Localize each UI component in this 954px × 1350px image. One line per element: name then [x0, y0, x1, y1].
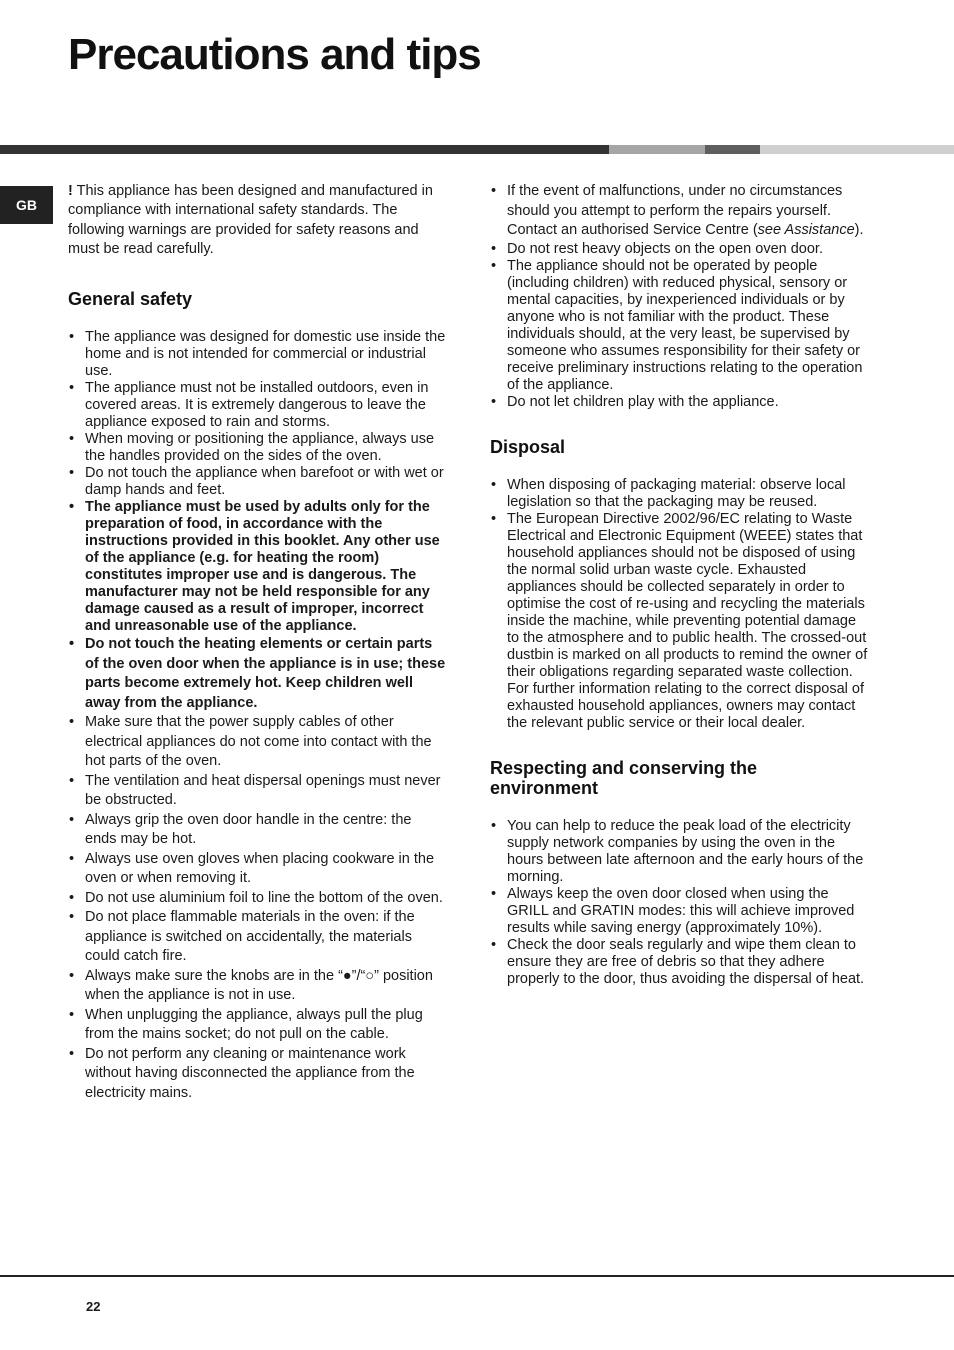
list-item: • Do not touch the appliance when barefoot or with wet or damp hands and feet.	[68, 465, 446, 499]
list-item: • Always use oven gloves when placing cookware in the oven or when removing it.	[68, 850, 446, 889]
header-rule-dark	[0, 145, 609, 154]
page-title: Precautions and tips	[68, 30, 481, 79]
warning-mark: !	[68, 183, 73, 199]
list-item: • When unplugging the appliance, always pull the plug from the mains socket; do not pull on the cable.	[68, 1006, 446, 1045]
list-item: • Always keep the oven door closed when using the GRILL and GRATIN modes: this will achieve improved results while saving energy (approximately 10%).	[490, 886, 868, 937]
list-item-text: If the event of malfunctions, under no circumstances should you attempt to perform the repairs yourself. Contact an authorised Service Centre (	[507, 183, 843, 238]
assistance-reference: see Assistance	[757, 222, 855, 238]
list-item: • Do not touch the heating elements or certain parts of the oven door when the appliance is in use; these parts become extremely hot. Keep children well away from the appliance.	[68, 635, 446, 713]
list-item: • Do not use aluminium foil to line the bottom of the oven.	[68, 889, 446, 909]
list-item: • The appliance should not be operated by people (including children) with reduced physical, sensory or mental capacities, by inexperienced individuals or by anyone who is not familiar with the product. These individuals should, at the very least, be supervised by someone who assumes responsibility for their safety or receive preliminary instructions relating to the operation of the appliance.	[490, 258, 868, 394]
environment-list	[490, 818, 868, 988]
list-item: • Always make sure the knobs are in the “●”/“○” position when the appliance is not in use.	[68, 967, 446, 1006]
list-item: • Do not let children play with the appliance.	[490, 394, 868, 411]
list-item-text-end: ).	[854, 222, 864, 238]
list-item: • The appliance must be used by adults only for the preparation of food, in accordance with the instructions provided in this booklet. Any other use of the appliance (e.g. for heating the room) constitutes improper use and is dangerous. The manufacturer may not be held responsible for any damage caused as a result of improper, incorrect and unreasonable use of the appliance.	[68, 499, 446, 635]
list-item: • The appliance must not be installed outdoors, even in covered areas. It is extremely dangerous to leave the appliance exposed to rain and storms.	[68, 380, 446, 431]
list-item: • When moving or positioning the appliance, always use the handles provided on the sides of the oven.	[68, 431, 446, 465]
right-column	[490, 182, 868, 988]
list-item: • Check the door seals regularly and wipe them clean to ensure they are free of debris so that they adhere properly to the door, thus avoiding the dispersal of heat.	[490, 937, 868, 988]
intro-text: This appliance has been designed and manufactured in compliance with international safety standards. The following warnings are provided for safety reasons and must be read carefully.	[68, 183, 433, 257]
list-item: • The ventilation and heat dispersal openings must never be obstructed.	[68, 772, 446, 811]
list-item: • Do not rest heavy objects on the open oven door.	[490, 241, 868, 258]
list-item	[490, 182, 868, 241]
list-item: • Always grip the oven door handle in the centre: the ends may be hot.	[68, 811, 446, 850]
environment-heading: Respecting and conserving the environment	[490, 757, 758, 798]
general-safety-list	[68, 329, 446, 1103]
disposal-list	[490, 477, 868, 732]
page-number: 22	[86, 1299, 101, 1314]
list-item: • The appliance was designed for domestic use inside the home and is not intended for commercial or industrial use.	[68, 329, 446, 380]
left-column	[68, 182, 446, 1103]
list-item: • Do not place flammable materials in the oven: if the appliance is switched on accidentally, the materials could catch fire.	[68, 908, 446, 967]
intro-paragraph	[68, 182, 446, 259]
general-safety-heading: General safety	[68, 289, 193, 310]
disposal-followup: For further information relating to the correct disposal of exhausted household appliances, owners may contact the relevant public service or their local dealer.	[507, 680, 865, 731]
header-rule-mid	[705, 145, 760, 154]
list-item: • You can help to reduce the peak load of the electricity supply network companies by using the oven in the hours between late afternoon and the early hours of the morning.	[490, 818, 868, 886]
language-tab: GB	[0, 186, 53, 224]
disposal-heading: Disposal	[490, 436, 566, 457]
list-item-text: The European Directive 2002/96/EC relating to Waste Electrical and Electronic Equipment (WEEE) states that household appliances should not be disposed of using the normal solid urban waste cycle. Exhausted appliances should be collected separately in order to optimise the cost of re-using and recycling the materials inside the machine, while preventing potential damage to the atmosphere and to public health. The crossed-out dustbin is marked on all products to remind the owner of their obligations regarding separated waste collection.	[507, 510, 868, 680]
list-item: • When disposing of packaging material: observe local legislation so that the packaging may be reused.	[490, 477, 868, 511]
safety-continued-list	[490, 182, 868, 411]
header-rule-light	[609, 145, 705, 154]
list-item: • Do not perform any cleaning or maintenance work without having disconnected the appliance from the electricity mains.	[68, 1045, 446, 1104]
footer-rule	[0, 1275, 954, 1277]
list-item: • Make sure that the power supply cables of other electrical appliances do not come into contact with the hot parts of the oven.	[68, 713, 446, 772]
list-item	[490, 511, 868, 732]
header-rule-pale	[760, 145, 954, 154]
